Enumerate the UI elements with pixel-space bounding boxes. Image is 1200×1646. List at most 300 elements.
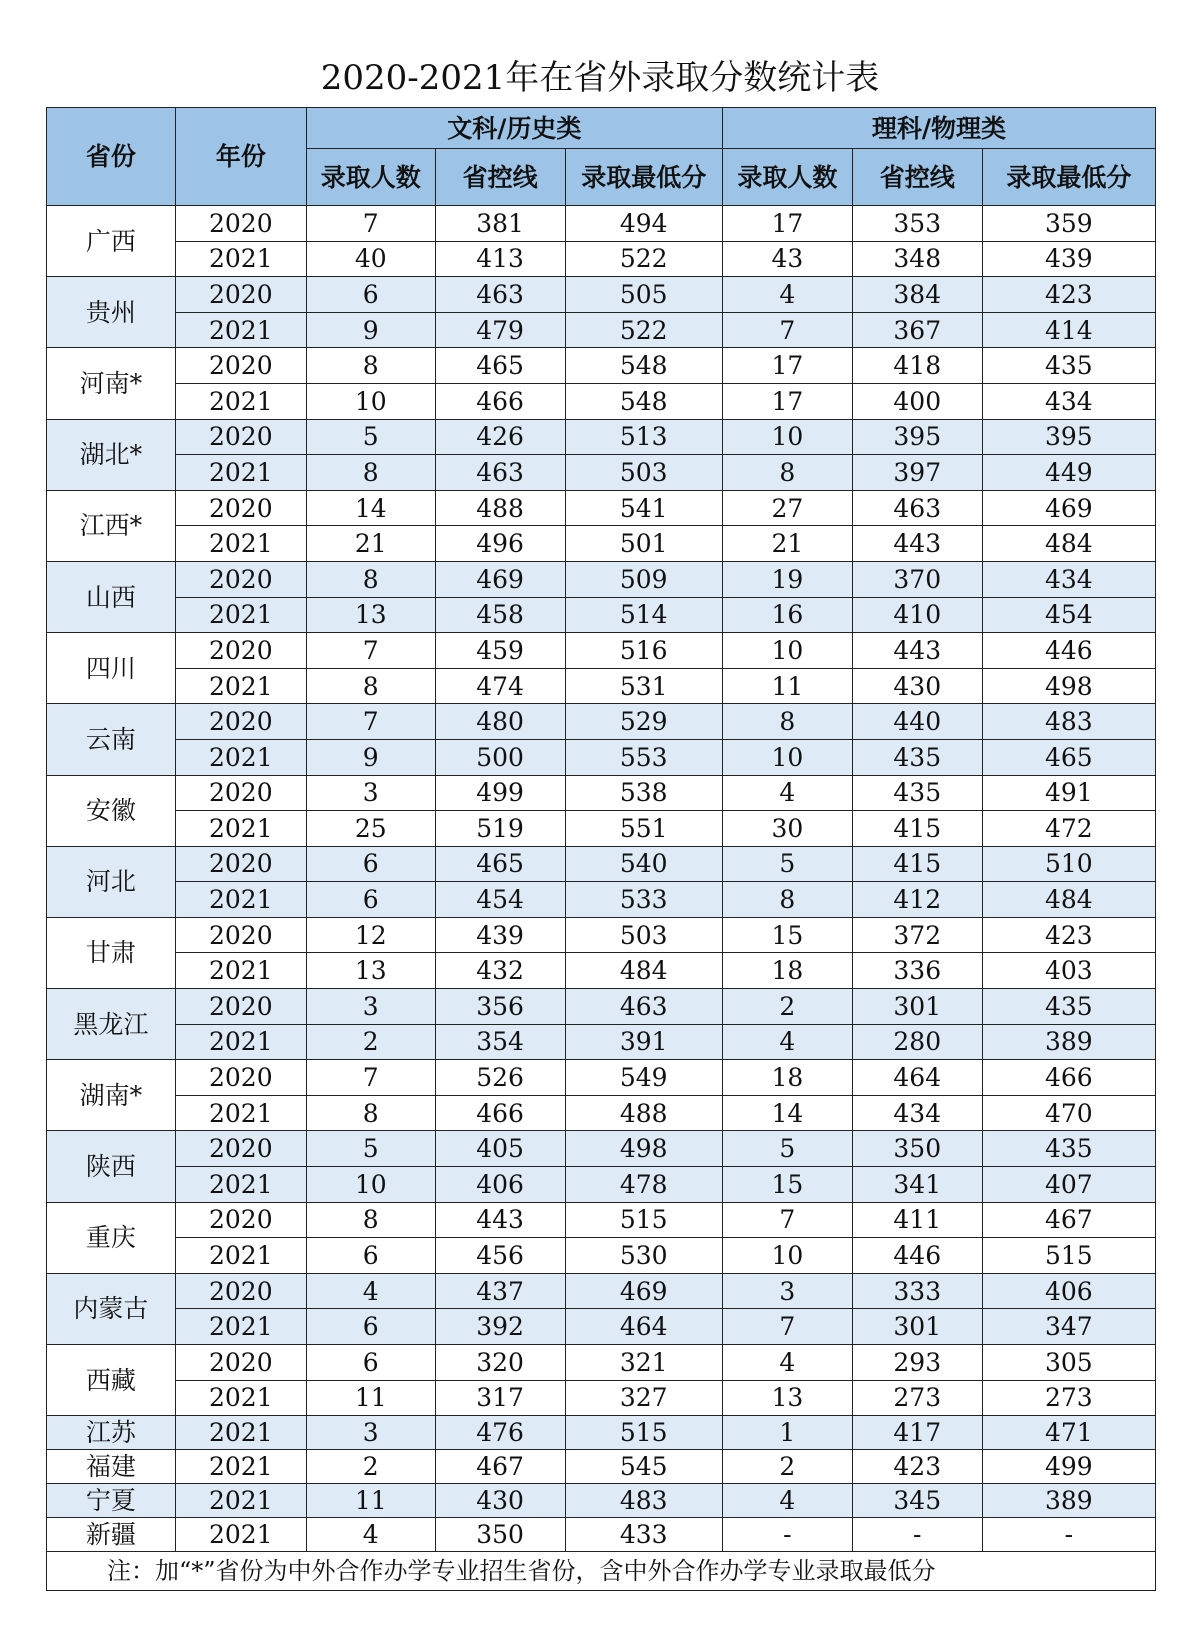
value-cell: -	[852, 1518, 982, 1552]
value-cell: 465	[982, 739, 1155, 775]
value-cell: 2	[306, 1450, 435, 1484]
value-cell: 413	[435, 241, 565, 277]
value-cell: 553	[565, 739, 722, 775]
value-cell: 411	[852, 1202, 982, 1238]
value-cell: 426	[435, 419, 565, 455]
value-cell: 414	[982, 312, 1155, 348]
value-cell: 484	[982, 526, 1155, 562]
year-cell: 2021	[175, 1167, 306, 1203]
value-cell: 301	[852, 1309, 982, 1345]
header-science-min-score: 录取最低分	[982, 149, 1155, 206]
value-cell: 435	[982, 1131, 1155, 1167]
value-cell: 17	[722, 383, 852, 419]
value-cell: 400	[852, 383, 982, 419]
value-cell: 7	[306, 633, 435, 669]
table-row	[47, 882, 1156, 918]
province-cell: 湖北*	[47, 419, 176, 490]
value-cell: 423	[982, 277, 1155, 313]
value-cell: 423	[982, 917, 1155, 953]
value-cell: 17	[722, 348, 852, 384]
value-cell: 501	[565, 526, 722, 562]
value-cell: 392	[435, 1309, 565, 1345]
value-cell: 464	[565, 1309, 722, 1345]
year-cell: 2021	[175, 1518, 306, 1552]
table-row	[47, 1273, 1156, 1309]
value-cell: 440	[852, 704, 982, 740]
value-cell: 415	[852, 811, 982, 847]
value-cell: 498	[982, 668, 1155, 704]
value-cell: 18	[722, 953, 852, 989]
header-province: 省份	[47, 108, 176, 206]
value-cell: 500	[435, 739, 565, 775]
footnote: 注：加“*”省份为中外合作办学专业招生省份，含中外合作办学专业录取最低分	[47, 1552, 1156, 1591]
value-cell: 8	[306, 1095, 435, 1131]
value-cell: 4	[722, 277, 852, 313]
table-row	[47, 1309, 1156, 1345]
value-cell: 15	[722, 917, 852, 953]
value-cell: 273	[852, 1380, 982, 1416]
year-cell: 2020	[175, 917, 306, 953]
year-cell: 2021	[175, 241, 306, 277]
value-cell: 488	[565, 1095, 722, 1131]
value-cell: 280	[852, 1024, 982, 1060]
province-cell: 内蒙古	[47, 1273, 176, 1344]
table-row	[47, 1095, 1156, 1131]
table-row	[47, 561, 1156, 597]
province-cell: 甘肃	[47, 917, 176, 988]
value-cell: 356	[435, 989, 565, 1025]
province-cell: 陕西	[47, 1131, 176, 1202]
value-cell: 522	[565, 241, 722, 277]
value-cell: 443	[435, 1202, 565, 1238]
province-cell: 西藏	[47, 1345, 176, 1416]
value-cell: 321	[565, 1345, 722, 1381]
value-cell: 4	[722, 1345, 852, 1381]
value-cell: 459	[435, 633, 565, 669]
table-row	[47, 490, 1156, 526]
value-cell: 548	[565, 383, 722, 419]
value-cell: 529	[565, 704, 722, 740]
province-cell: 河北	[47, 846, 176, 917]
table-row	[47, 348, 1156, 384]
table-row	[47, 953, 1156, 989]
value-cell: 6	[306, 882, 435, 918]
value-cell: 18	[722, 1060, 852, 1096]
year-cell: 2021	[175, 882, 306, 918]
year-cell: 2021	[175, 1484, 306, 1518]
table-row	[47, 1450, 1156, 1484]
value-cell: 384	[852, 277, 982, 313]
value-cell: 367	[852, 312, 982, 348]
table-row	[47, 1518, 1156, 1552]
value-cell: 347	[982, 1309, 1155, 1345]
value-cell: 549	[565, 1060, 722, 1096]
value-cell: 456	[435, 1238, 565, 1274]
value-cell: 467	[435, 1450, 565, 1484]
year-cell: 2021	[175, 597, 306, 633]
value-cell: 465	[435, 348, 565, 384]
value-cell: 389	[982, 1484, 1155, 1518]
value-cell: 4	[306, 1518, 435, 1552]
value-cell: 406	[982, 1273, 1155, 1309]
value-cell: 519	[435, 811, 565, 847]
value-cell: 10	[306, 383, 435, 419]
value-cell: 443	[852, 633, 982, 669]
year-cell: 2021	[175, 455, 306, 491]
value-cell: 8	[722, 704, 852, 740]
province-cell: 河南*	[47, 348, 176, 419]
year-cell: 2020	[175, 989, 306, 1025]
value-cell: 403	[982, 953, 1155, 989]
value-cell: 435	[852, 775, 982, 811]
value-cell: 434	[982, 561, 1155, 597]
table-row	[47, 277, 1156, 313]
value-cell: 541	[565, 490, 722, 526]
table-row	[47, 846, 1156, 882]
value-cell: 472	[982, 811, 1155, 847]
year-cell: 2020	[175, 1060, 306, 1096]
value-cell: 439	[435, 917, 565, 953]
value-cell: 10	[722, 419, 852, 455]
value-cell: 12	[306, 917, 435, 953]
province-cell: 重庆	[47, 1202, 176, 1273]
value-cell: 499	[435, 775, 565, 811]
value-cell: 14	[722, 1095, 852, 1131]
table-row	[47, 704, 1156, 740]
value-cell: 446	[852, 1238, 982, 1274]
value-cell: 336	[852, 953, 982, 989]
value-cell: 463	[852, 490, 982, 526]
table-row	[47, 206, 1156, 242]
value-cell: 8	[306, 348, 435, 384]
province-cell: 贵州	[47, 277, 176, 348]
value-cell: 389	[982, 1024, 1155, 1060]
value-cell: 509	[565, 561, 722, 597]
header-liberal-min-score: 录取最低分	[565, 149, 722, 206]
value-cell: 4	[722, 1484, 852, 1518]
value-cell: 498	[565, 1131, 722, 1167]
value-cell: 391	[565, 1024, 722, 1060]
value-cell: 320	[435, 1345, 565, 1381]
value-cell: 469	[435, 561, 565, 597]
value-cell: 6	[306, 846, 435, 882]
value-cell: 430	[852, 668, 982, 704]
year-cell: 2020	[175, 846, 306, 882]
value-cell: 434	[982, 383, 1155, 419]
table-row	[47, 1380, 1156, 1416]
value-cell: 433	[565, 1518, 722, 1552]
value-cell: 7	[722, 312, 852, 348]
value-cell: 503	[565, 455, 722, 491]
value-cell: 2	[306, 1024, 435, 1060]
year-cell: 2020	[175, 490, 306, 526]
value-cell: 540	[565, 846, 722, 882]
value-cell: 381	[435, 206, 565, 242]
value-cell: 505	[565, 277, 722, 313]
table-row	[47, 1416, 1156, 1450]
value-cell: 15	[722, 1167, 852, 1203]
value-cell: 503	[565, 917, 722, 953]
header-liberal-control-line: 省控线	[435, 149, 565, 206]
value-cell: 412	[852, 882, 982, 918]
value-cell: 458	[435, 597, 565, 633]
value-cell: 3	[306, 1416, 435, 1450]
value-cell: 526	[435, 1060, 565, 1096]
table-row	[47, 241, 1156, 277]
year-cell: 2021	[175, 383, 306, 419]
value-cell: 3	[722, 1273, 852, 1309]
value-cell: 395	[982, 419, 1155, 455]
year-cell: 2020	[175, 206, 306, 242]
value-cell: 8	[722, 882, 852, 918]
table-row	[47, 989, 1156, 1025]
value-cell: 8	[722, 455, 852, 491]
value-cell: 16	[722, 597, 852, 633]
value-cell: 2	[722, 1450, 852, 1484]
value-cell: 6	[306, 1309, 435, 1345]
value-cell: 8	[306, 1202, 435, 1238]
value-cell: 395	[852, 419, 982, 455]
value-cell: 21	[722, 526, 852, 562]
province-cell: 安徽	[47, 775, 176, 846]
value-cell: 27	[722, 490, 852, 526]
value-cell: 449	[982, 455, 1155, 491]
value-cell: 515	[565, 1416, 722, 1450]
table-row	[47, 1345, 1156, 1381]
value-cell: 463	[565, 989, 722, 1025]
table-row	[47, 633, 1156, 669]
year-cell: 2020	[175, 1345, 306, 1381]
header-science-admitted: 录取人数	[722, 149, 852, 206]
table-row	[47, 739, 1156, 775]
value-cell: 7	[722, 1309, 852, 1345]
value-cell: 4	[722, 775, 852, 811]
value-cell: 423	[852, 1450, 982, 1484]
value-cell: 6	[306, 1345, 435, 1381]
value-cell: 43	[722, 241, 852, 277]
value-cell: 341	[852, 1167, 982, 1203]
value-cell: 471	[982, 1416, 1155, 1450]
value-cell: 513	[565, 419, 722, 455]
value-cell: 407	[982, 1167, 1155, 1203]
value-cell: 531	[565, 668, 722, 704]
value-cell: 30	[722, 811, 852, 847]
value-cell: 345	[852, 1484, 982, 1518]
value-cell: 432	[435, 953, 565, 989]
value-cell: 466	[435, 383, 565, 419]
value-cell: 10	[722, 633, 852, 669]
table-row	[47, 1484, 1156, 1518]
value-cell: 293	[852, 1345, 982, 1381]
value-cell: 10	[306, 1167, 435, 1203]
table-row	[47, 1024, 1156, 1060]
value-cell: 522	[565, 312, 722, 348]
year-cell: 2021	[175, 1450, 306, 1484]
value-cell: 478	[565, 1167, 722, 1203]
table-row	[47, 1060, 1156, 1096]
value-cell: 410	[852, 597, 982, 633]
value-cell: 6	[306, 277, 435, 313]
table-row	[47, 1131, 1156, 1167]
year-cell: 2021	[175, 1024, 306, 1060]
value-cell: 474	[435, 668, 565, 704]
year-cell: 2020	[175, 419, 306, 455]
admission-score-table	[46, 107, 1156, 1591]
value-cell: 5	[306, 419, 435, 455]
value-cell: 496	[435, 526, 565, 562]
value-cell: 418	[852, 348, 982, 384]
value-cell: 530	[565, 1238, 722, 1274]
table-row	[47, 811, 1156, 847]
table-row	[47, 419, 1156, 455]
value-cell: 5	[722, 846, 852, 882]
value-cell: 406	[435, 1167, 565, 1203]
header-liberal-admitted: 录取人数	[306, 149, 435, 206]
value-cell: 435	[982, 989, 1155, 1025]
year-cell: 2021	[175, 953, 306, 989]
value-cell: 430	[435, 1484, 565, 1518]
year-cell: 2020	[175, 633, 306, 669]
value-cell: 8	[306, 455, 435, 491]
value-cell: 13	[306, 953, 435, 989]
value-cell: 327	[565, 1380, 722, 1416]
value-cell: -	[722, 1518, 852, 1552]
year-cell: 2020	[175, 775, 306, 811]
year-cell: 2020	[175, 704, 306, 740]
value-cell: 514	[565, 597, 722, 633]
value-cell: 405	[435, 1131, 565, 1167]
header-year: 年份	[175, 108, 306, 206]
value-cell: 354	[435, 1024, 565, 1060]
year-cell: 2020	[175, 1202, 306, 1238]
value-cell: 1	[722, 1416, 852, 1450]
year-cell: 2021	[175, 1309, 306, 1345]
table-row	[47, 775, 1156, 811]
value-cell: 3	[306, 775, 435, 811]
value-cell: 305	[982, 1345, 1155, 1381]
value-cell: 483	[982, 704, 1155, 740]
value-cell: 515	[982, 1238, 1155, 1274]
value-cell: 21	[306, 526, 435, 562]
year-cell: 2020	[175, 561, 306, 597]
value-cell: 9	[306, 739, 435, 775]
table-row	[47, 312, 1156, 348]
value-cell: 2	[722, 989, 852, 1025]
value-cell: 454	[435, 882, 565, 918]
table-row	[47, 668, 1156, 704]
header-group-liberal: 文科/历史类	[306, 108, 722, 149]
value-cell: 8	[306, 668, 435, 704]
value-cell: 17	[722, 206, 852, 242]
value-cell: 488	[435, 490, 565, 526]
value-cell: 437	[435, 1273, 565, 1309]
province-cell: 四川	[47, 633, 176, 704]
year-cell: 2020	[175, 277, 306, 313]
value-cell: 8	[306, 561, 435, 597]
value-cell: 7	[306, 206, 435, 242]
year-cell: 2021	[175, 668, 306, 704]
value-cell: 435	[852, 739, 982, 775]
value-cell: 14	[306, 490, 435, 526]
value-cell: 476	[435, 1416, 565, 1450]
value-cell: 551	[565, 811, 722, 847]
province-cell: 广西	[47, 206, 176, 277]
table-row	[47, 597, 1156, 633]
year-cell: 2021	[175, 1095, 306, 1131]
value-cell: 7	[722, 1202, 852, 1238]
value-cell: 348	[852, 241, 982, 277]
value-cell: 443	[852, 526, 982, 562]
province-cell: 宁夏	[47, 1484, 176, 1518]
value-cell: 454	[982, 597, 1155, 633]
value-cell: 7	[306, 1060, 435, 1096]
value-cell: 439	[982, 241, 1155, 277]
header-group-science: 理科/物理类	[722, 108, 1155, 149]
value-cell: 510	[982, 846, 1155, 882]
value-cell: 10	[722, 1238, 852, 1274]
value-cell: 499	[982, 1450, 1155, 1484]
value-cell: 350	[435, 1518, 565, 1552]
value-cell: 417	[852, 1416, 982, 1450]
year-cell: 2021	[175, 312, 306, 348]
table-row	[47, 455, 1156, 491]
value-cell: 467	[982, 1202, 1155, 1238]
value-cell: 397	[852, 455, 982, 491]
value-cell: 464	[852, 1060, 982, 1096]
value-cell: 465	[435, 846, 565, 882]
year-cell: 2020	[175, 1273, 306, 1309]
value-cell: 3	[306, 989, 435, 1025]
year-cell: 2021	[175, 526, 306, 562]
value-cell: 9	[306, 312, 435, 348]
province-cell: 云南	[47, 704, 176, 775]
value-cell: 466	[982, 1060, 1155, 1096]
year-cell: 2021	[175, 739, 306, 775]
value-cell: 301	[852, 989, 982, 1025]
value-cell: 466	[435, 1095, 565, 1131]
value-cell: 273	[982, 1380, 1155, 1416]
value-cell: 353	[852, 206, 982, 242]
year-cell: 2020	[175, 348, 306, 384]
value-cell: 13	[306, 597, 435, 633]
province-cell: 新疆	[47, 1518, 176, 1552]
table-row	[47, 1202, 1156, 1238]
year-cell: 2021	[175, 1380, 306, 1416]
year-cell: 2021	[175, 811, 306, 847]
value-cell: 6	[306, 1238, 435, 1274]
page-title: 2020-2021年在省外录取分数统计表	[320, 58, 880, 98]
value-cell: 359	[982, 206, 1155, 242]
value-cell: 350	[852, 1131, 982, 1167]
table-row	[47, 383, 1156, 419]
value-cell: 317	[435, 1380, 565, 1416]
value-cell: 19	[722, 561, 852, 597]
value-cell: 370	[852, 561, 982, 597]
value-cell: 415	[852, 846, 982, 882]
value-cell: 7	[306, 704, 435, 740]
value-cell: 484	[565, 953, 722, 989]
year-cell: 2021	[175, 1416, 306, 1450]
value-cell: 4	[722, 1024, 852, 1060]
value-cell: 483	[565, 1484, 722, 1518]
table-row	[47, 917, 1156, 953]
value-cell: 515	[565, 1202, 722, 1238]
value-cell: 40	[306, 241, 435, 277]
value-cell: 13	[722, 1380, 852, 1416]
value-cell: 5	[306, 1131, 435, 1167]
year-cell: 2020	[175, 1131, 306, 1167]
value-cell: 463	[435, 455, 565, 491]
